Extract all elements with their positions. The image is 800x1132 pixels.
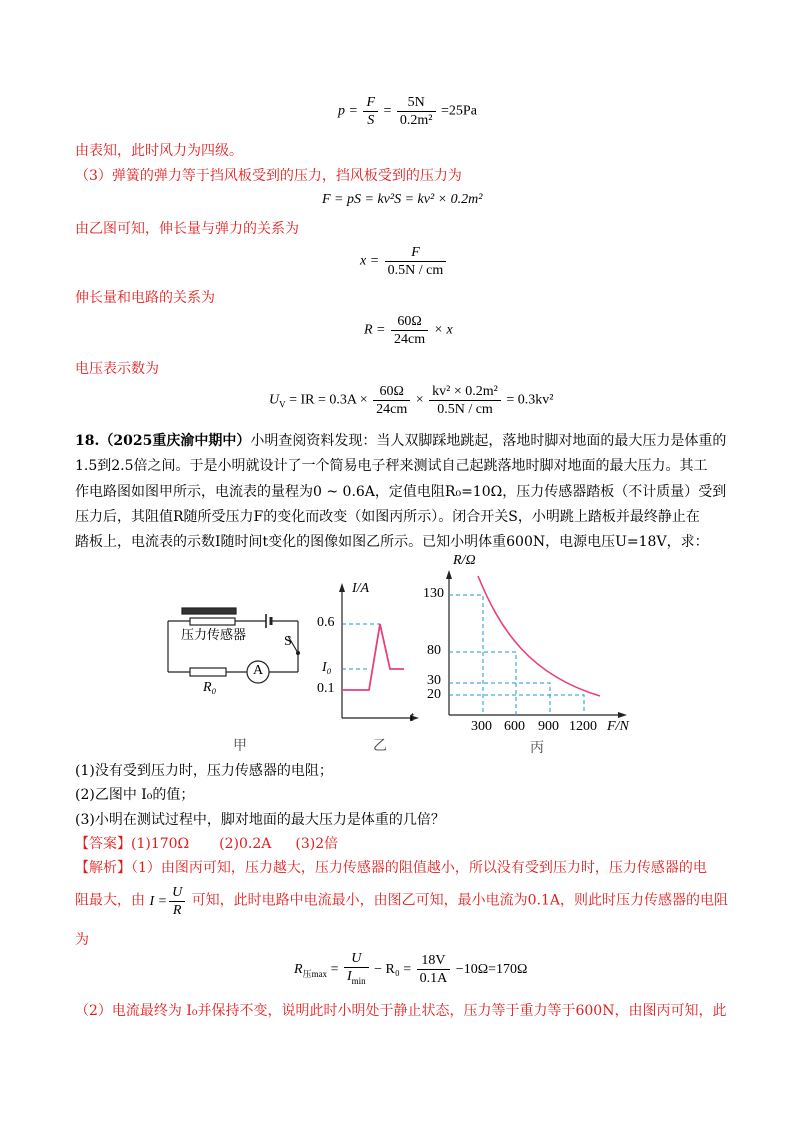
answer-label: 【答案】 (75, 836, 131, 852)
x-axis-label: t (410, 710, 414, 725)
answer-line (75, 834, 338, 854)
current-time-graph (339, 583, 419, 721)
tick-0.1: 0.1 (317, 681, 335, 696)
solution-text: 伸长量和电路的关系为 (75, 290, 215, 306)
solution-text: 由乙图可知，伸长量与弹力的关系为 (75, 221, 299, 237)
analysis-text: （1）由图丙可知，压力越大，压力传感器的阻值越小，所以没有受到压力时，压力传感器的电 (131, 860, 707, 876)
analysis-line (75, 884, 728, 919)
figures (0, 550, 800, 750)
y-axis-label: R/Ω (453, 553, 476, 568)
analysis-text: 阻最大，由 (75, 892, 145, 909)
figure-caption-bing: 丙 (530, 741, 544, 756)
tick-i0: I₀ (322, 660, 332, 675)
tick-30: 30 (427, 673, 441, 688)
question-text: 1.5到2.5倍之间。于是小明就设计了一个简易电子秤来测试自己起跳落地时脚对地面的最大压力。其工 (75, 458, 708, 474)
y-arrow (339, 583, 345, 592)
x-axis-label: F/N (607, 719, 629, 734)
eq-x: x = $\frac{F}{0.5N / cm}$ (360, 244, 448, 279)
eq-sign: = (383, 103, 392, 119)
sensor-label: 压力传感器 (181, 628, 247, 643)
fraction: $\frac{\text{kv² × 0.2m²}}{0.5N / cm}$ (429, 383, 501, 418)
question-text: 压力后，其阻值R随所受压力F的变化而改变（如图丙所示）。闭合开关S，小明跳上踏板并最终静止在 (75, 509, 700, 525)
tick-600: 600 (504, 719, 525, 734)
fraction: $\frac{18V}{0.1A}$ (417, 952, 451, 987)
fraction: $\frac{F}{S}$ (363, 94, 378, 129)
question-number: 18. (75, 433, 100, 449)
answer-2: (2)0.2A (219, 836, 272, 852)
analysis-line (75, 858, 707, 878)
fraction: $\frac{60\Omega}{24cm}$ (391, 313, 428, 348)
sub-question-3: (3)小明在测试过程中，脚对地面的最大压力是体重的几倍？ (75, 812, 445, 828)
eq-ohm: I = $\frac{U}{R}$ (149, 894, 187, 909)
analysis-text: 为 (75, 932, 89, 948)
fraction: $\frac{60\Omega}{24cm}$ (373, 383, 410, 418)
question-text: 作电路图如图甲所示，电流表的量程为0 ~ 0.6A，定值电阻R₀=10Ω，压力传感器踏板（不计质量）受到 (75, 484, 727, 500)
sub-question-1: (1)没有受到压力时，压力传感器的电阻； (75, 763, 333, 779)
sub-question-2: (2)乙图中 I₀的值； (75, 787, 195, 803)
answer-1: (1)170Ω (131, 836, 190, 852)
question-text: 小明查阅资料发现：当人双脚踩地跳起，落地时脚对地面的最大压力是体重的 (250, 433, 727, 449)
switch-label: S (284, 634, 292, 649)
resistance-curve (478, 576, 600, 696)
analysis-text: 可知，此时电路中电流最小，由图乙可知，最小电流为0.1A，则此时压力传感器的电阻 (191, 892, 729, 909)
ammeter-label: A (253, 663, 264, 678)
figure-caption-yi: 乙 (373, 739, 387, 754)
question-first-line (75, 431, 726, 451)
y-axis-label: I/A (352, 581, 370, 596)
guide-900 (449, 683, 550, 715)
fraction: $\frac{F}{0.5N / cm}$ (385, 244, 447, 279)
eq-rhs: =25Pa (441, 103, 477, 119)
answer-3: (3)2倍 (295, 836, 339, 852)
question-text: 踏板上，电流表的示数I随时间t变化的图像如图乙所示。已知小明体重600N，电源电压U=18V，求： (75, 534, 709, 550)
eq-R: R = $\frac{60\Omega}{24cm}$ × x (364, 314, 453, 347)
y-arrow (446, 570, 452, 579)
solution-text: （3）弹簧的弹力等于挡风板受到的压力，挡风板受到的压力为 (75, 168, 462, 184)
eq-U: $U_V$ = IR = 0.3A × $\frac{60\Omega}{24cm}$ × $\frac{\text{kv² × 0.2m²}}{0.5N / cm}$ = 0.3kv² (269, 384, 554, 417)
analysis-text: （2）电流最终为 I₀并保持不变，说明此时小明处于静止状态，压力等于重力等于600N，由图丙可知，此 (75, 1003, 727, 1019)
resistance-force-graph (446, 570, 627, 718)
eq-force: F = pS = kv²S = kv² × 0.2m² (322, 192, 483, 207)
x-arrow (618, 712, 627, 718)
question-source: （2025重庆渝中期中） (99, 433, 251, 449)
circuit-diagram (168, 608, 300, 683)
fraction: $\frac{5N}{\text{0.2m²}}$ (397, 94, 436, 129)
guide-300 (449, 595, 483, 715)
eq-Rmax: $R_{压max}$ = $\frac{U}{I_{min}}$ − R₀ = $\frac{18V}{0.1A}$ −10Ω=170Ω (294, 950, 527, 990)
resistor-r0 (190, 668, 226, 676)
figure-caption-jia: 甲 (233, 739, 247, 754)
sensor-plate (182, 608, 236, 614)
tick-300: 300 (471, 719, 492, 734)
tick-900: 900 (538, 719, 559, 734)
fraction: $\frac{U}{I_{min}}$ (344, 950, 369, 990)
solution-text: 由表知，此时风力为四级。 (75, 143, 243, 159)
tick-80: 80 (427, 643, 441, 658)
eq-pressure (338, 94, 477, 129)
eq-lhs: p = (338, 103, 358, 119)
analysis-label: 【解析】 (75, 860, 131, 876)
resistor-label: R₀ (203, 680, 217, 695)
solution-text: 电压表示数为 (75, 361, 159, 377)
tick-1200: 1200 (569, 719, 597, 734)
tick-0.6: 0.6 (317, 615, 335, 630)
current-curve (342, 624, 404, 690)
tick-130: 130 (423, 586, 444, 601)
tick-20: 20 (427, 687, 441, 702)
